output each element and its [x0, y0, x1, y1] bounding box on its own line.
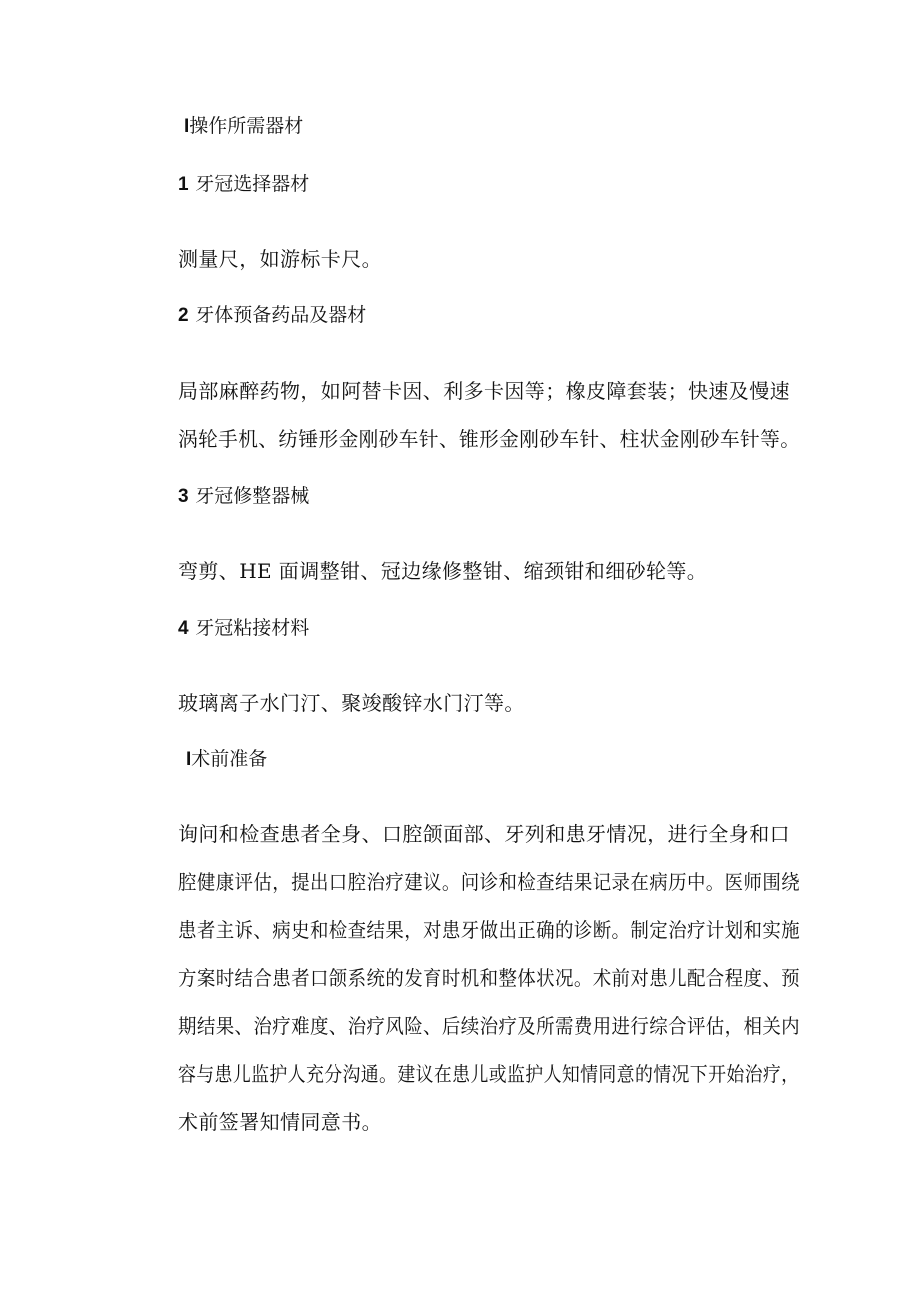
item-text-3: 弯剪、HE 面调整钳、冠边缘修整钳、缩颈钳和细砂轮等。	[178, 559, 708, 583]
preop-line-7: 术前签署知情同意书。	[178, 1110, 382, 1134]
item-text-1: 测量尺，如游标卡尺。	[178, 247, 382, 271]
item-title: 牙冠修整器械	[195, 485, 310, 507]
item-title: 牙冠选择器材	[195, 173, 310, 195]
preop-line-1: 询问和检查患者全身、口腔颌面部、牙列和患牙情况，进行全身和口	[178, 822, 790, 846]
preop-line-3: 患者主诉、病史和检查结果，对患牙做出正确的诊断。制定治疗计划和实施	[178, 918, 801, 942]
section-heading-preop	[186, 747, 267, 772]
item-heading-2	[178, 303, 366, 328]
item-number: 3	[178, 486, 189, 507]
section-marker: I	[184, 116, 190, 137]
item-number: 1	[178, 174, 189, 195]
item-title: 牙体预备药品及器材	[195, 304, 367, 326]
item-number: 2	[178, 305, 189, 326]
preop-line-2: 腔健康评估，提出口腔治疗建议。问诊和检查结果记录在病历中。医师围绕	[178, 870, 801, 894]
item-heading-4	[178, 616, 309, 641]
preop-line-6: 容与患儿监护人充分沟通。建议在患儿或监护人知情同意的情况下开始治疗，	[178, 1062, 800, 1086]
section-heading-equipment	[184, 114, 303, 139]
item-title: 牙冠粘接材料	[195, 617, 310, 639]
section-marker: I	[186, 749, 192, 770]
item-heading-3	[178, 484, 309, 509]
preop-line-4: 方案时结合患者口颌系统的发育时机和整体状况。术前对患儿配合程度、预	[178, 966, 801, 990]
preop-line-5: 期结果、治疗难度、治疗风险、后续治疗及所需费用进行综合评估，相关内	[178, 1014, 801, 1038]
item-number: 4	[178, 618, 189, 639]
item-text-2-line-1: 局部麻醉药物，如阿替卡因、利多卡因等；橡皮障套装；快速及慢速	[178, 379, 790, 403]
section-title: 术前准备	[191, 748, 268, 770]
item-text-2-line-2: 涡轮手机、纺锤形金刚砂车针、锥形金刚砂车针、柱状金刚砂车针等。	[178, 427, 801, 451]
item-heading-1	[178, 172, 309, 197]
item-text-4: 玻璃离子水门汀、聚竣酸锌水门汀等。	[178, 691, 525, 715]
section-title: 操作所需器材	[189, 115, 304, 137]
